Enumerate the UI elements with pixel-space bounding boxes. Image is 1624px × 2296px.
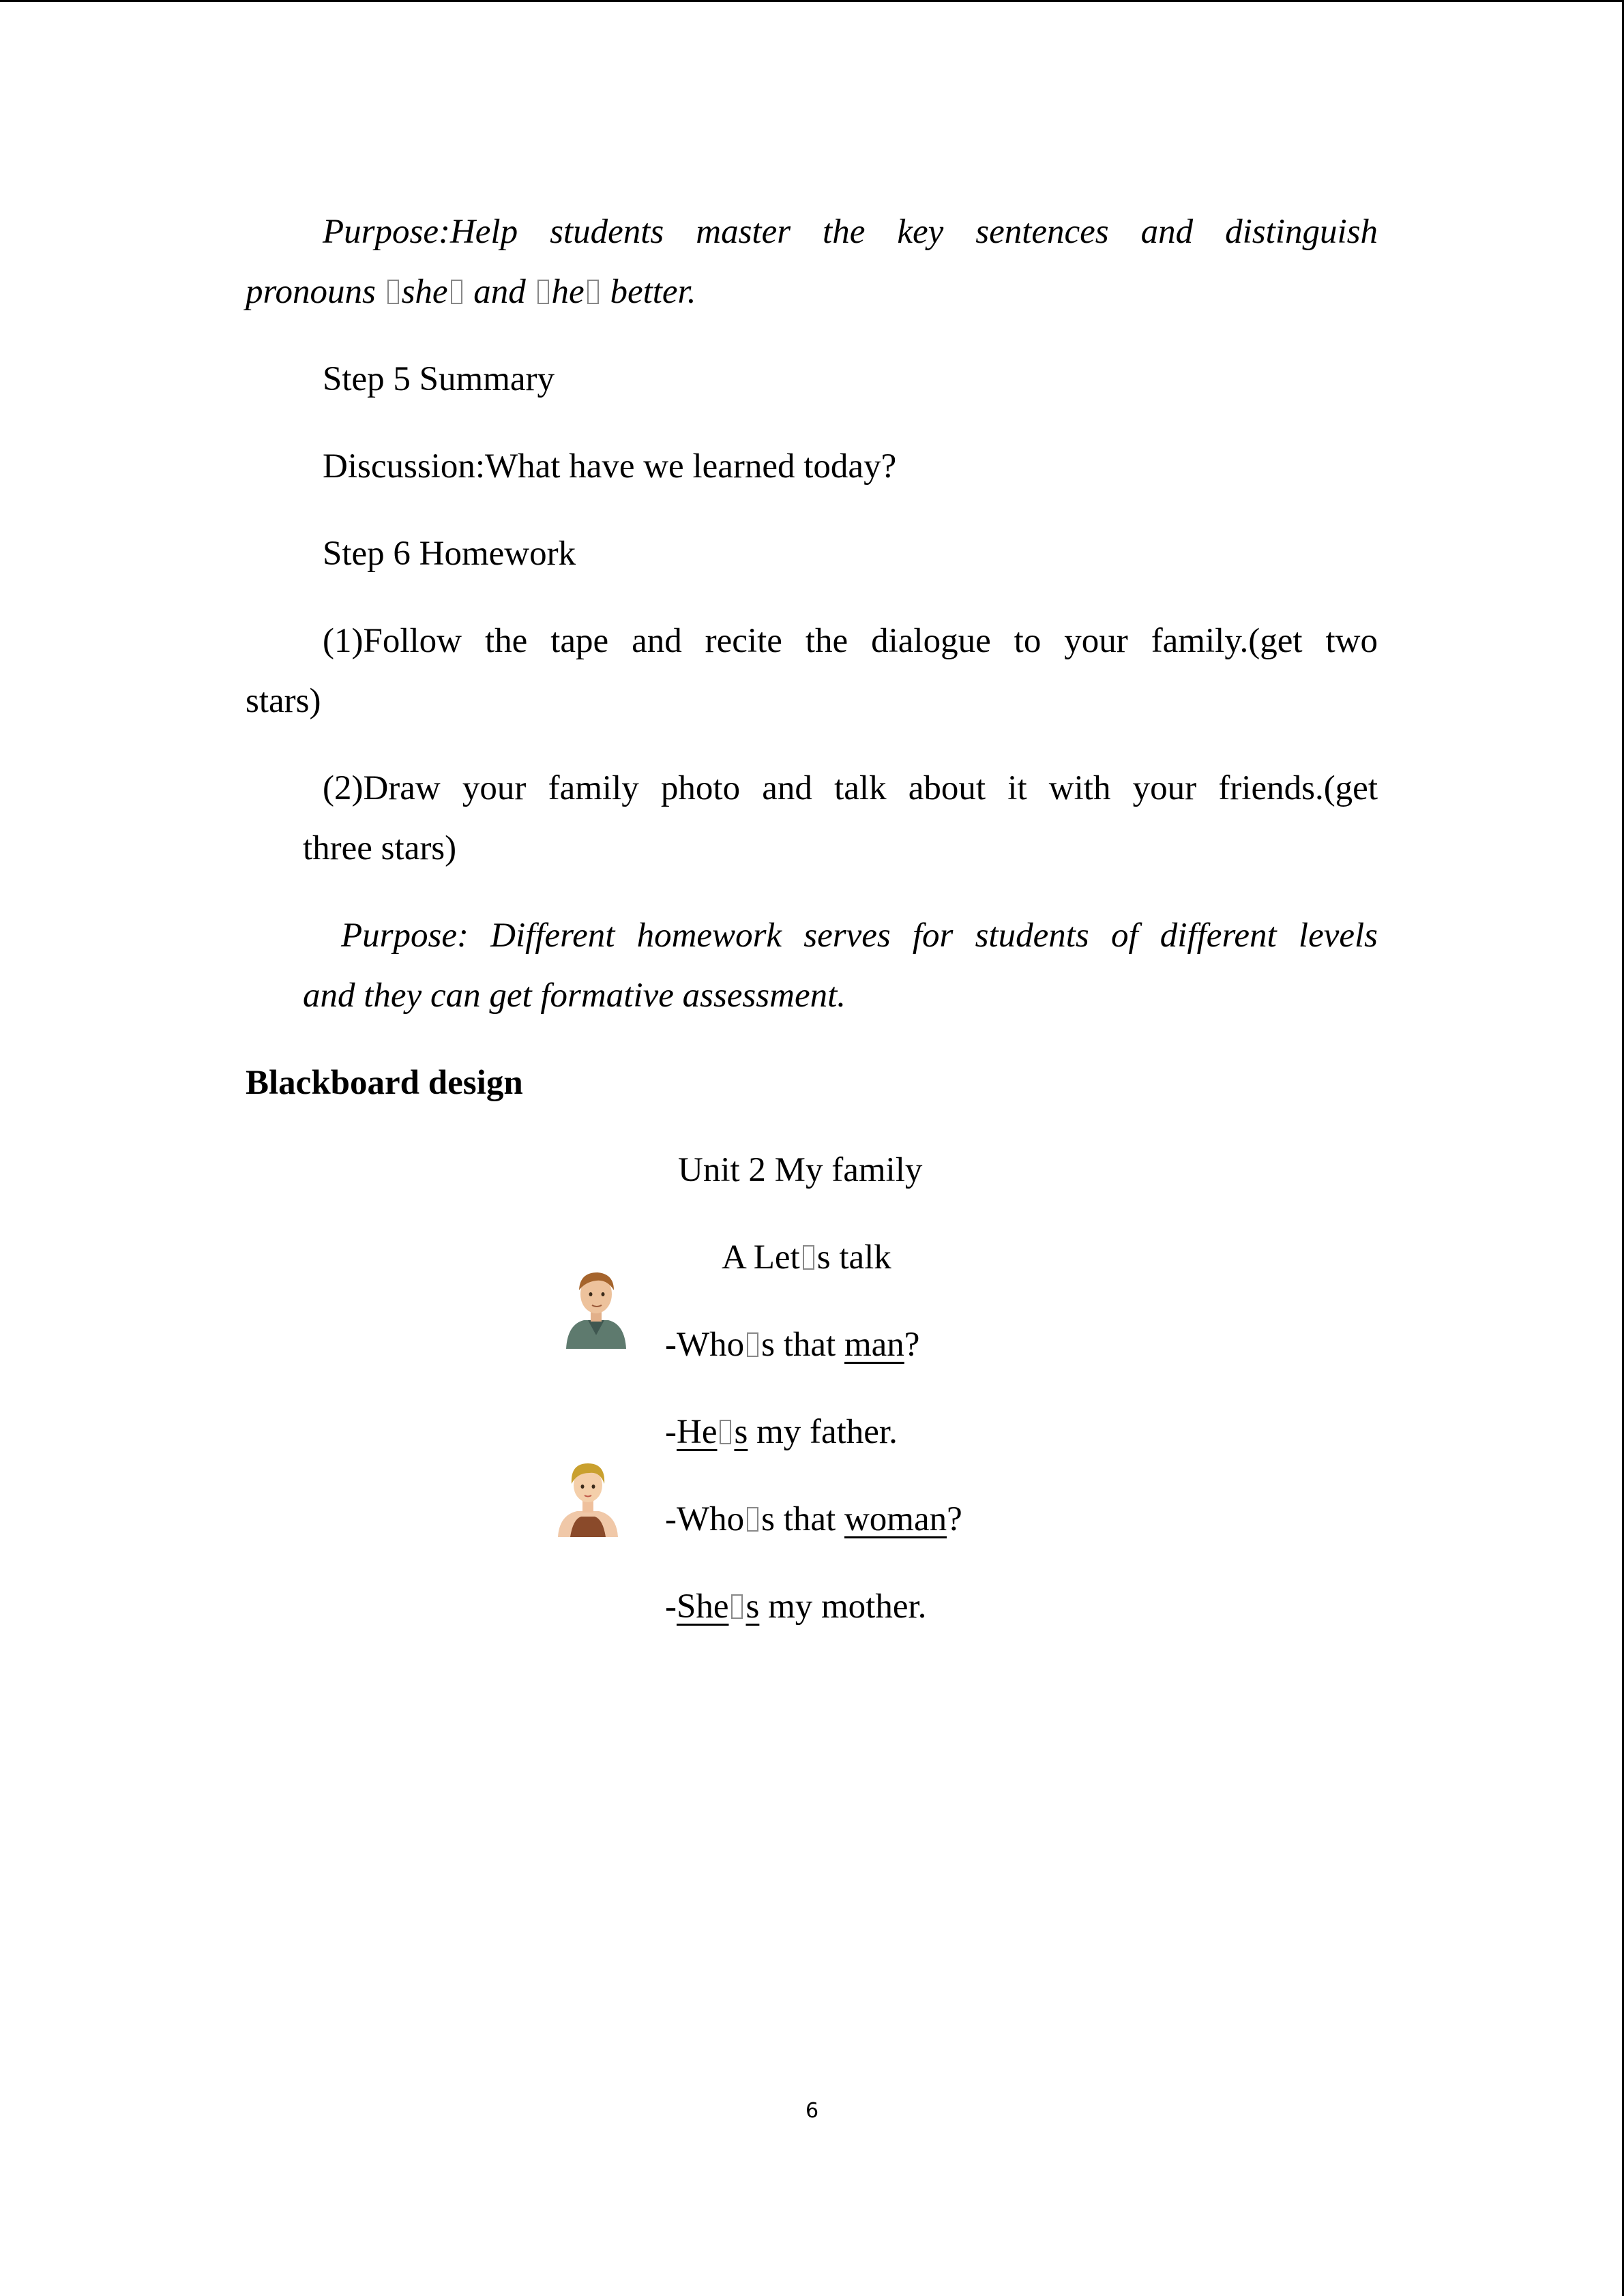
answer-1-rest: my father.: [748, 1413, 898, 1451]
answer-1-s: s: [734, 1413, 748, 1451]
answer-1-keyword: [677, 1413, 748, 1451]
missing-glyph: [747, 1507, 758, 1532]
answer-1-he: He: [676, 1413, 718, 1451]
homework-1-line-2: stars): [246, 682, 321, 720]
purpose-1-and: and: [464, 273, 535, 311]
man-avatar-icon: [563, 1267, 629, 1350]
purpose-2-line-1: Purpose: Different homework serves for students of different levels: [341, 916, 1378, 955]
pronoun-he: he: [551, 273, 585, 311]
missing-glyph: [451, 280, 462, 304]
missing-glyph: [731, 1594, 743, 1619]
missing-glyph: [387, 280, 399, 304]
step-5-heading: Step 5 Summary: [323, 360, 555, 398]
homework-1-line-1: (1)Follow the tape and recite the dialogue to your family.(get two: [323, 622, 1378, 660]
question-2-who: -Who: [665, 1500, 745, 1538]
woman-avatar-icon: [555, 1457, 621, 1538]
missing-glyph: [747, 1332, 758, 1357]
question-2: [665, 1489, 962, 1549]
page-number: 6: [805, 2099, 819, 2123]
answer-2: [665, 1577, 926, 1637]
answer-2-s: s: [745, 1587, 760, 1626]
blackboard-title: Unit 2 My family: [678, 1151, 923, 1189]
answer-2-she: She: [676, 1587, 729, 1626]
answer-1: [665, 1402, 898, 1462]
question-1-that: s that: [761, 1326, 844, 1364]
purpose-1-better: better.: [601, 273, 696, 311]
question-2-that: s that: [761, 1500, 844, 1538]
homework-2-line-2: three stars): [303, 829, 457, 867]
step-5-discussion: Discussion:What have we learned today?: [323, 447, 897, 486]
purpose-1-line-2: [246, 262, 696, 322]
subtitle-part-b: s talk: [816, 1238, 891, 1277]
missing-glyph: [803, 1245, 814, 1270]
step-6-heading: Step 6 Homework: [323, 535, 576, 573]
question-2-keyword: woman: [844, 1500, 947, 1538]
answer-2-dash: -: [665, 1587, 677, 1626]
answer-2-keyword: [677, 1587, 759, 1626]
question-1: [665, 1315, 919, 1375]
pronoun-she: she: [401, 273, 448, 311]
missing-glyph: [587, 280, 599, 304]
question-1-who: -Who: [665, 1326, 745, 1364]
answer-2-rest: my mother.: [759, 1587, 927, 1626]
question-1-keyword: man: [844, 1326, 904, 1364]
page-top-border: [0, 0, 1624, 2]
question-2-mark: ?: [947, 1500, 962, 1538]
purpose-1-pronouns: pronouns: [246, 273, 385, 311]
subtitle-part-a: A Let: [722, 1238, 800, 1277]
missing-glyph: [537, 280, 549, 304]
answer-1-dash: -: [665, 1413, 677, 1451]
question-1-mark: ?: [904, 1326, 920, 1364]
homework-2-line-1: (2)Draw your family photo and talk about it with your friends.(get: [323, 769, 1378, 807]
missing-glyph: [720, 1420, 731, 1444]
blackboard-subtitle: [722, 1227, 891, 1287]
purpose-1-line-1: Purpose:Help students master the key sentences and distinguish: [323, 213, 1378, 251]
blackboard-heading: Blackboard design: [246, 1064, 523, 1102]
purpose-2-line-2: and they can get formative assessment.: [303, 976, 846, 1015]
